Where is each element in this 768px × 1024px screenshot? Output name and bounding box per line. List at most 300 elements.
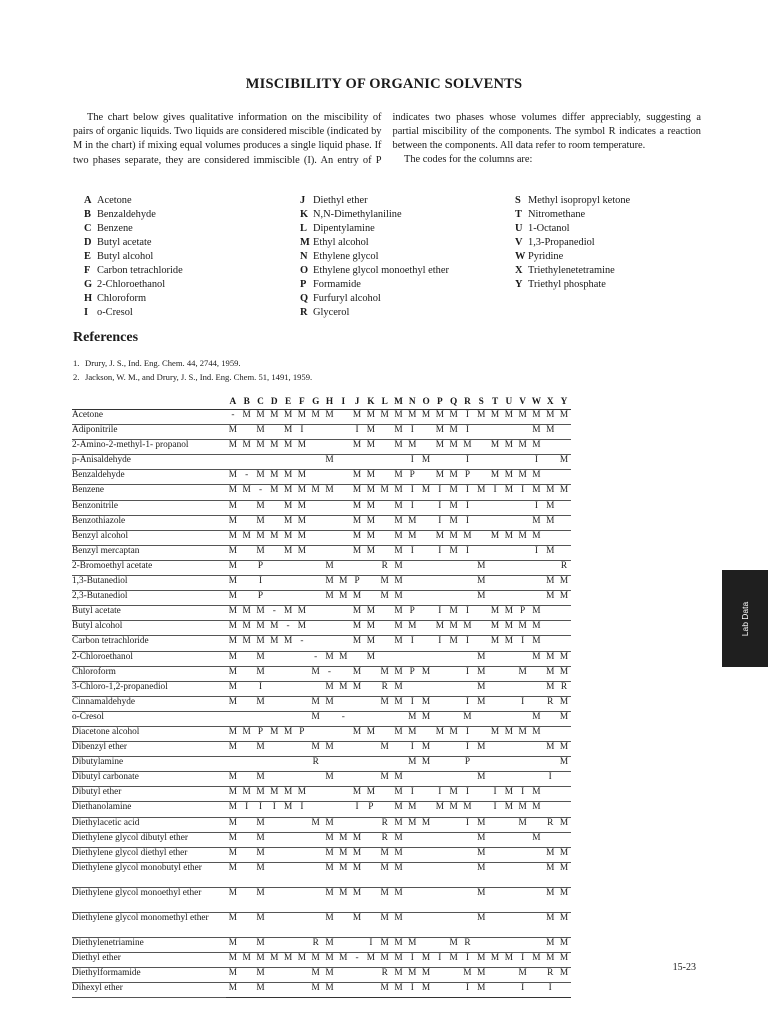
table-cell: M xyxy=(267,726,281,741)
table-cell xyxy=(543,636,557,651)
intro-codes-note xyxy=(390,153,701,167)
column-header: A xyxy=(226,397,240,410)
table-cell: M xyxy=(392,425,406,440)
table-cell xyxy=(336,500,350,515)
table-cell: M xyxy=(350,410,364,425)
table-cell xyxy=(350,455,364,470)
table-cell xyxy=(240,560,254,575)
table-cell: M xyxy=(557,576,571,591)
table-cell xyxy=(405,681,419,696)
table-cell xyxy=(240,862,254,887)
table-cell xyxy=(336,983,350,998)
table-cell: I xyxy=(530,455,544,470)
code-name: Methyl isopropyl ketone xyxy=(528,195,631,206)
table-cell: M xyxy=(323,696,337,711)
table-cell xyxy=(295,887,309,912)
table-cell: M xyxy=(543,576,557,591)
table-cell: M xyxy=(254,666,268,681)
code-item xyxy=(84,278,183,292)
intro-paragraph: The chart below gives qualitative information on the miscibility of pairs of organic liquids. Two liquids are considered miscible (indicated by M in the chart) if mixing equal volumes produces a single liquid phase. If two phases separate, they are considered immiscible (I). An entry of P indicates two phases whose volumes differ appreciably, suggesting a partial miscibility of the components. The symbol R indicates a reaction between the components. All data refer to room temperature. xyxy=(73,112,701,166)
table-cell: M xyxy=(419,485,433,500)
table-cell xyxy=(405,651,419,666)
table-cell xyxy=(336,772,350,787)
table-row xyxy=(72,576,571,591)
table-cell: R xyxy=(378,681,392,696)
table-cell xyxy=(267,576,281,591)
table-cell: M xyxy=(336,591,350,606)
table-cell xyxy=(502,560,516,575)
table-cell: M xyxy=(281,726,295,741)
table-cell: M xyxy=(516,440,530,455)
table-cell: M xyxy=(530,425,544,440)
table-cell: M xyxy=(240,410,254,425)
table-cell: M xyxy=(226,772,240,787)
table-cell: M xyxy=(378,912,392,937)
table-cell: M xyxy=(502,802,516,817)
table-cell xyxy=(405,576,419,591)
table-cell xyxy=(309,515,323,530)
table-cell: M xyxy=(447,952,461,967)
table-cell xyxy=(267,666,281,681)
table-cell: M xyxy=(474,742,488,757)
table-cell: M xyxy=(405,410,419,425)
table-cell: M xyxy=(419,455,433,470)
table-cell: R xyxy=(378,817,392,832)
table-cell xyxy=(267,545,281,560)
table-cell: M xyxy=(474,681,488,696)
table-cell: I xyxy=(543,772,557,787)
table-cell xyxy=(323,500,337,515)
table-cell: M xyxy=(474,772,488,787)
column-header: J xyxy=(350,397,364,410)
table-cell xyxy=(419,576,433,591)
table-cell xyxy=(295,937,309,952)
table-cell xyxy=(516,591,530,606)
table-cell: M xyxy=(392,681,406,696)
table-cell: M xyxy=(226,591,240,606)
table-cell: M xyxy=(543,937,557,952)
table-cell xyxy=(364,772,378,787)
table-cell xyxy=(516,937,530,952)
table-row xyxy=(72,485,571,500)
table-cell: M xyxy=(281,802,295,817)
table-cell: M xyxy=(447,606,461,621)
table-cell: I xyxy=(433,952,447,967)
table-cell: M xyxy=(378,952,392,967)
table-cell xyxy=(419,651,433,666)
code-item xyxy=(515,236,630,250)
table-cell: M xyxy=(419,968,433,983)
code-name: Formamide xyxy=(313,279,361,290)
table-cell: M xyxy=(350,847,364,862)
table-cell xyxy=(240,576,254,591)
table-cell: M xyxy=(226,636,240,651)
table-cell xyxy=(447,983,461,998)
table-cell: M xyxy=(474,696,488,711)
table-cell xyxy=(502,742,516,757)
table-cell xyxy=(419,832,433,847)
solvent-name: Benzyl alcohol xyxy=(72,530,226,545)
table-cell xyxy=(364,757,378,772)
table-cell: M xyxy=(557,455,571,470)
table-cell: M xyxy=(295,621,309,636)
reference-item xyxy=(73,357,312,371)
table-cell xyxy=(461,651,475,666)
table-cell: M xyxy=(447,425,461,440)
table-cell xyxy=(516,711,530,726)
table-cell: M xyxy=(392,787,406,802)
code-name: Butyl acetate xyxy=(97,237,152,248)
table-cell: M xyxy=(267,530,281,545)
code-letter: D xyxy=(84,237,92,248)
code-item xyxy=(300,194,449,208)
table-cell xyxy=(502,983,516,998)
table-row xyxy=(72,515,571,530)
table-cell xyxy=(447,651,461,666)
table-cell xyxy=(433,560,447,575)
table-cell: M xyxy=(488,470,502,485)
table-cell xyxy=(323,440,337,455)
table-cell: M xyxy=(530,515,544,530)
table-cell xyxy=(350,711,364,726)
table-cell xyxy=(267,560,281,575)
table-cell: M xyxy=(447,621,461,636)
table-cell: M xyxy=(254,500,268,515)
solvent-name: 2-Bromoethyl acetate xyxy=(72,560,226,575)
table-cell: M xyxy=(502,530,516,545)
table-cell: M xyxy=(543,862,557,887)
table-cell xyxy=(516,651,530,666)
table-cell: M xyxy=(433,440,447,455)
table-cell xyxy=(309,787,323,802)
table-cell: M xyxy=(281,787,295,802)
table-cell xyxy=(419,425,433,440)
column-header: B xyxy=(240,397,254,410)
column-header: F xyxy=(295,397,309,410)
table-cell xyxy=(557,530,571,545)
table-cell: I xyxy=(433,485,447,500)
table-cell xyxy=(336,666,350,681)
table-cell: M xyxy=(350,530,364,545)
column-header: W xyxy=(530,397,544,410)
code-item xyxy=(300,264,449,278)
table-cell: M xyxy=(530,485,544,500)
solvent-name: Dihexyl ether xyxy=(72,983,226,998)
table-cell xyxy=(281,576,295,591)
table-row xyxy=(72,696,571,711)
table-cell: M xyxy=(543,515,557,530)
table-cell: M xyxy=(543,742,557,757)
table-cell xyxy=(557,515,571,530)
table-cell: I xyxy=(295,425,309,440)
table-cell xyxy=(295,696,309,711)
table-cell xyxy=(267,832,281,847)
code-item xyxy=(515,208,630,222)
table-cell: M xyxy=(350,832,364,847)
table-cell: M xyxy=(392,530,406,545)
table-cell: R xyxy=(461,937,475,952)
table-cell xyxy=(543,470,557,485)
miscibility-table xyxy=(72,397,571,998)
table-cell: M xyxy=(323,862,337,887)
table-cell xyxy=(281,681,295,696)
table-cell xyxy=(267,425,281,440)
table-cell xyxy=(267,937,281,952)
table-cell xyxy=(295,455,309,470)
table-cell: M xyxy=(392,485,406,500)
table-row xyxy=(72,621,571,636)
table-cell: I xyxy=(461,545,475,560)
table-cell: M xyxy=(474,952,488,967)
table-cell xyxy=(474,425,488,440)
table-cell xyxy=(516,425,530,440)
table-cell: M xyxy=(226,847,240,862)
table-cell xyxy=(240,832,254,847)
table-cell xyxy=(309,606,323,621)
codes-column-2 xyxy=(300,194,449,320)
table-cell: M xyxy=(295,470,309,485)
table-cell xyxy=(254,757,268,772)
table-cell: I xyxy=(461,666,475,681)
table-cell xyxy=(281,696,295,711)
table-cell: M xyxy=(336,576,350,591)
column-header: G xyxy=(309,397,323,410)
solvent-name: Cinnamaldehyde xyxy=(72,696,226,711)
table-cell: M xyxy=(433,425,447,440)
reference-item xyxy=(73,371,312,385)
table-cell: M xyxy=(254,787,268,802)
table-cell xyxy=(447,560,461,575)
code-name: Glycerol xyxy=(313,307,350,318)
table-cell: M xyxy=(419,817,433,832)
table-cell: M xyxy=(267,621,281,636)
table-cell: M xyxy=(378,666,392,681)
table-cell: M xyxy=(323,952,337,967)
table-cell: I xyxy=(461,500,475,515)
table-cell: M xyxy=(350,621,364,636)
table-cell xyxy=(378,621,392,636)
table-cell: M xyxy=(364,545,378,560)
code-name: Ethylene glycol monoethyl ether xyxy=(313,265,449,276)
table-cell xyxy=(378,425,392,440)
table-cell xyxy=(488,968,502,983)
table-cell xyxy=(433,887,447,912)
table-cell xyxy=(516,455,530,470)
table-cell xyxy=(267,968,281,983)
table-cell xyxy=(336,968,350,983)
column-header: P xyxy=(433,397,447,410)
table-cell: M xyxy=(378,696,392,711)
table-cell xyxy=(267,847,281,862)
table-cell xyxy=(488,983,502,998)
table-cell: M xyxy=(557,410,571,425)
table-cell xyxy=(433,666,447,681)
table-cell: M xyxy=(254,696,268,711)
table-cell xyxy=(433,576,447,591)
table-cell: M xyxy=(323,651,337,666)
table-cell: M xyxy=(557,952,571,967)
table-cell xyxy=(295,591,309,606)
column-header: X xyxy=(543,397,557,410)
table-cell: M xyxy=(378,410,392,425)
table-cell xyxy=(378,651,392,666)
table-cell: M xyxy=(392,887,406,912)
table-row xyxy=(72,787,571,802)
table-cell xyxy=(488,696,502,711)
table-cell xyxy=(447,847,461,862)
table-cell: M xyxy=(309,817,323,832)
table-cell xyxy=(240,983,254,998)
table-cell xyxy=(557,726,571,741)
table-cell xyxy=(378,726,392,741)
table-cell: M xyxy=(254,636,268,651)
table-cell: M xyxy=(295,787,309,802)
code-item xyxy=(300,292,449,306)
table-cell xyxy=(309,847,323,862)
code-item xyxy=(515,194,630,208)
table-cell: M xyxy=(295,515,309,530)
table-cell: M xyxy=(557,651,571,666)
table-cell xyxy=(240,711,254,726)
table-row xyxy=(72,440,571,455)
table-cell: M xyxy=(364,515,378,530)
table-row xyxy=(72,666,571,681)
solvent-name: Benzaldehyde xyxy=(72,470,226,485)
table-cell xyxy=(543,787,557,802)
table-cell: M xyxy=(267,485,281,500)
table-cell xyxy=(502,711,516,726)
table-cell xyxy=(516,742,530,757)
table-cell: M xyxy=(226,425,240,440)
table-cell: M xyxy=(378,937,392,952)
table-cell: M xyxy=(254,440,268,455)
table-cell: M xyxy=(392,847,406,862)
table-cell: M xyxy=(378,887,392,912)
table-cell xyxy=(474,440,488,455)
table-cell: M xyxy=(281,485,295,500)
table-cell: M xyxy=(323,410,337,425)
table-cell: M xyxy=(378,742,392,757)
table-cell: M xyxy=(543,952,557,967)
codes-column-3 xyxy=(515,194,630,292)
table-cell xyxy=(364,576,378,591)
table-cell: R xyxy=(309,757,323,772)
code-item xyxy=(515,250,630,264)
table-cell: M xyxy=(267,952,281,967)
table-cell xyxy=(281,937,295,952)
table-cell: I xyxy=(461,696,475,711)
table-cell: M xyxy=(226,968,240,983)
table-cell: M xyxy=(254,983,268,998)
table-cell: M xyxy=(392,832,406,847)
table-cell xyxy=(240,666,254,681)
table-cell xyxy=(474,711,488,726)
table-row xyxy=(72,772,571,787)
table-row xyxy=(72,832,571,847)
table-cell: - xyxy=(336,711,350,726)
solvent-name: Butyl alcohol xyxy=(72,621,226,636)
table-cell: M xyxy=(461,440,475,455)
table-row xyxy=(72,530,571,545)
table-cell xyxy=(530,968,544,983)
table-cell: M xyxy=(378,591,392,606)
table-cell xyxy=(323,606,337,621)
table-cell: M xyxy=(419,410,433,425)
table-cell: M xyxy=(364,726,378,741)
table-cell: M xyxy=(392,968,406,983)
table-cell: M xyxy=(350,666,364,681)
table-cell xyxy=(281,772,295,787)
code-letter: E xyxy=(84,251,91,262)
table-cell xyxy=(405,560,419,575)
table-cell: M xyxy=(254,651,268,666)
table-cell xyxy=(474,606,488,621)
table-cell xyxy=(267,887,281,912)
table-cell xyxy=(433,742,447,757)
table-cell xyxy=(323,636,337,651)
table-cell: M xyxy=(516,666,530,681)
table-cell xyxy=(336,937,350,952)
code-name: Ethylene glycol xyxy=(313,251,379,262)
table-cell xyxy=(419,912,433,937)
table-cell: I xyxy=(530,545,544,560)
table-cell: M xyxy=(309,952,323,967)
table-cell: M xyxy=(267,410,281,425)
table-row xyxy=(72,952,571,967)
table-cell xyxy=(474,621,488,636)
table-cell: - xyxy=(323,666,337,681)
table-cell xyxy=(419,530,433,545)
table-cell xyxy=(543,530,557,545)
code-name: Benzene xyxy=(97,223,133,234)
table-cell xyxy=(516,772,530,787)
table-cell xyxy=(281,591,295,606)
table-cell: I xyxy=(405,485,419,500)
table-cell: M xyxy=(323,968,337,983)
solvent-name: Diethanolamine xyxy=(72,802,226,817)
table-cell xyxy=(281,651,295,666)
table-cell: M xyxy=(502,485,516,500)
solvent-name: 2-Chloroethanol xyxy=(72,651,226,666)
solvent-name: Dibutyl carbonate xyxy=(72,772,226,787)
column-header: M xyxy=(392,397,406,410)
table-cell: M xyxy=(226,681,240,696)
table-cell xyxy=(267,711,281,726)
code-letter: X xyxy=(515,265,523,276)
table-cell: M xyxy=(364,485,378,500)
table-cell: I xyxy=(433,787,447,802)
table-cell xyxy=(502,968,516,983)
code-letter: I xyxy=(84,307,89,318)
table-cell: M xyxy=(281,530,295,545)
code-name: Chloroform xyxy=(97,293,147,304)
table-cell xyxy=(309,681,323,696)
table-cell: M xyxy=(364,606,378,621)
code-item xyxy=(300,306,449,320)
table-cell: M xyxy=(488,440,502,455)
table-cell xyxy=(557,470,571,485)
solvent-name: Acetone xyxy=(72,410,226,425)
table-cell: M xyxy=(474,887,488,912)
table-cell: M xyxy=(226,651,240,666)
table-cell: P xyxy=(254,591,268,606)
table-header-row xyxy=(72,397,571,410)
table-cell: M xyxy=(281,515,295,530)
table-cell: I xyxy=(267,802,281,817)
table-cell xyxy=(336,787,350,802)
table-cell xyxy=(281,817,295,832)
table-cell xyxy=(378,500,392,515)
